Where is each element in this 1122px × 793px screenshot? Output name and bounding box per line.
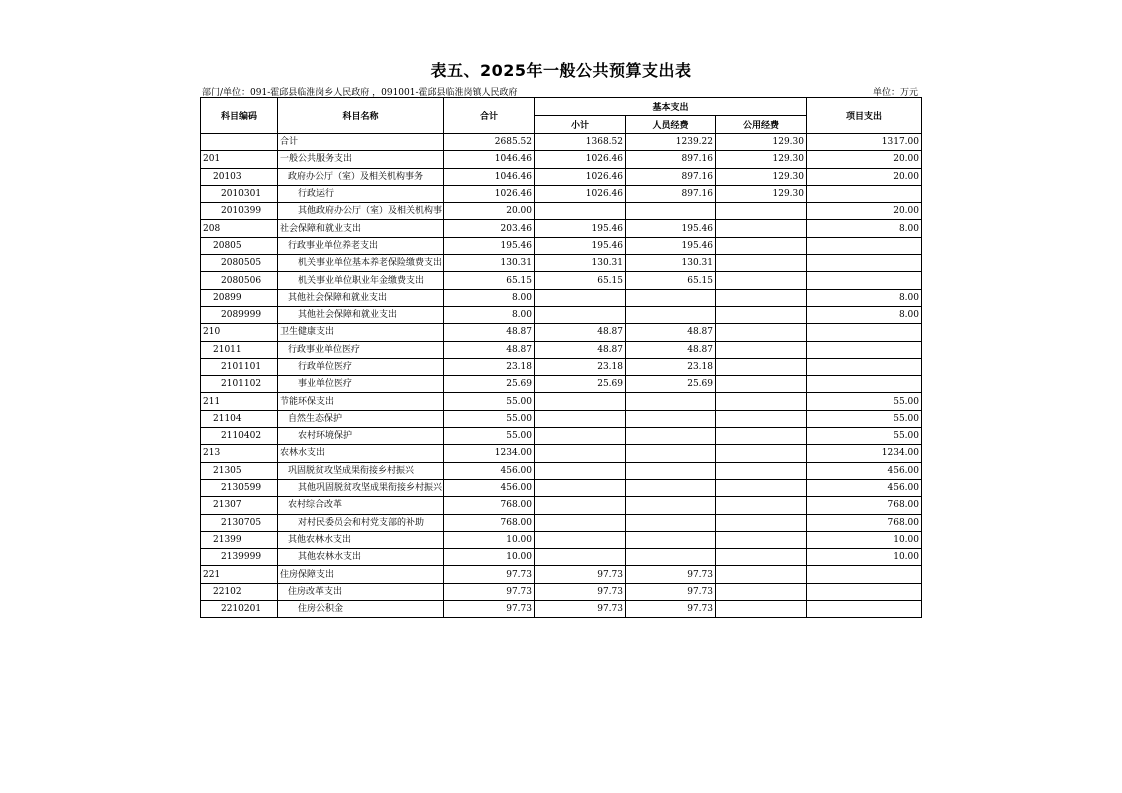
cell-name: 卫生健康支出 — [278, 324, 444, 341]
cell-project: 20.00 — [807, 203, 922, 220]
cell-total: 55.00 — [444, 428, 535, 445]
cell-project: 456.00 — [807, 462, 922, 479]
cell-name: 其他社会保障和就业支出 — [278, 289, 444, 306]
cell-public: 129.30 — [716, 185, 807, 202]
cell-name: 其他农林水支出 — [278, 549, 444, 566]
cell-code: 221 — [201, 566, 278, 583]
header-code: 科目编码 — [201, 98, 278, 134]
cell-name: 行政事业单位养老支出 — [278, 237, 444, 254]
table-row — [201, 462, 922, 479]
cell-personnel — [626, 393, 716, 410]
cell-public — [716, 376, 807, 393]
cell-code: 21011 — [201, 341, 278, 358]
cell-personnel — [626, 531, 716, 548]
cell-public — [716, 428, 807, 445]
cell-project — [807, 237, 922, 254]
table-row — [201, 237, 922, 254]
cell-code: 208 — [201, 220, 278, 237]
header-basic: 基本支出 — [535, 98, 807, 116]
cell-subtotal: 1026.46 — [535, 168, 626, 185]
cell-public — [716, 514, 807, 531]
cell-subtotal — [535, 549, 626, 566]
cell-project — [807, 601, 922, 618]
cell-total: 48.87 — [444, 324, 535, 341]
cell-total: 23.18 — [444, 358, 535, 375]
cell-public: 129.30 — [716, 134, 807, 151]
cell-total: 55.00 — [444, 393, 535, 410]
table-row — [201, 497, 922, 514]
cell-personnel: 97.73 — [626, 566, 716, 583]
cell-subtotal — [535, 428, 626, 445]
cell-code: 22102 — [201, 583, 278, 600]
cell-subtotal — [535, 203, 626, 220]
cell-public — [716, 531, 807, 548]
cell-total: 1046.46 — [444, 168, 535, 185]
cell-name: 行政事业单位医疗 — [278, 341, 444, 358]
header-total: 合计 — [444, 98, 535, 134]
cell-project — [807, 185, 922, 202]
cell-code: 211 — [201, 393, 278, 410]
cell-public — [716, 358, 807, 375]
cell-personnel — [626, 549, 716, 566]
department-label: 部门/单位：091-霍邱县临淮岗乡人民政府 ，091001-霍邱县临淮岗镇人民政府 — [202, 88, 518, 98]
cell-total: 10.00 — [444, 549, 535, 566]
table-row — [201, 151, 922, 168]
cell-code: 2080505 — [201, 255, 278, 272]
cell-project: 55.00 — [807, 410, 922, 427]
cell-code: 2130705 — [201, 514, 278, 531]
cell-personnel: 130.31 — [626, 255, 716, 272]
cell-subtotal: 25.69 — [535, 376, 626, 393]
cell-project: 768.00 — [807, 497, 922, 514]
cell-subtotal — [535, 462, 626, 479]
cell-personnel: 65.15 — [626, 272, 716, 289]
cell-project: 10.00 — [807, 531, 922, 548]
cell-personnel: 1239.22 — [626, 134, 716, 151]
cell-project: 20.00 — [807, 168, 922, 185]
cell-name: 农村环境保护 — [278, 428, 444, 445]
cell-code — [201, 134, 278, 151]
table-row — [201, 220, 922, 237]
cell-code: 2139999 — [201, 549, 278, 566]
cell-name: 其他农林水支出 — [278, 531, 444, 548]
cell-code: 210 — [201, 324, 278, 341]
cell-total: 8.00 — [444, 289, 535, 306]
cell-project — [807, 376, 922, 393]
cell-code: 2101102 — [201, 376, 278, 393]
table-row — [201, 531, 922, 548]
cell-subtotal: 195.46 — [535, 220, 626, 237]
cell-name: 行政运行 — [278, 185, 444, 202]
table-row — [201, 514, 922, 531]
cell-total: 456.00 — [444, 479, 535, 496]
cell-subtotal: 48.87 — [535, 341, 626, 358]
cell-name: 其他巩固脱贫攻坚成果衔接乡村振兴 — [278, 479, 444, 496]
cell-public — [716, 479, 807, 496]
cell-code: 21104 — [201, 410, 278, 427]
table-row — [201, 289, 922, 306]
cell-subtotal: 195.46 — [535, 237, 626, 254]
cell-subtotal — [535, 410, 626, 427]
cell-project — [807, 358, 922, 375]
table-row — [201, 255, 922, 272]
cell-project: 8.00 — [807, 289, 922, 306]
table-row — [201, 601, 922, 618]
cell-personnel — [626, 514, 716, 531]
cell-project — [807, 255, 922, 272]
cell-total: 97.73 — [444, 583, 535, 600]
cell-public — [716, 324, 807, 341]
cell-project: 1317.00 — [807, 134, 922, 151]
cell-name: 自然生态保护 — [278, 410, 444, 427]
cell-total: 55.00 — [444, 410, 535, 427]
cell-project — [807, 272, 922, 289]
cell-code: 2010399 — [201, 203, 278, 220]
cell-name: 巩固脱贫攻坚成果衔接乡村振兴 — [278, 462, 444, 479]
cell-personnel — [626, 410, 716, 427]
cell-public — [716, 583, 807, 600]
cell-subtotal — [535, 497, 626, 514]
cell-project: 20.00 — [807, 151, 922, 168]
table-row — [201, 324, 922, 341]
table-row — [201, 393, 922, 410]
cell-code: 21399 — [201, 531, 278, 548]
cell-name: 农林水支出 — [278, 445, 444, 462]
cell-total: 25.69 — [444, 376, 535, 393]
table-row — [201, 168, 922, 185]
cell-code: 2089999 — [201, 306, 278, 323]
cell-total: 768.00 — [444, 514, 535, 531]
cell-public — [716, 272, 807, 289]
cell-public — [716, 289, 807, 306]
table-row — [201, 376, 922, 393]
cell-personnel — [626, 203, 716, 220]
cell-name: 机关事业单位职业年金缴费支出 — [278, 272, 444, 289]
cell-total: 97.73 — [444, 601, 535, 618]
cell-name: 合计 — [278, 134, 444, 151]
cell-project: 55.00 — [807, 428, 922, 445]
cell-subtotal — [535, 531, 626, 548]
cell-project — [807, 341, 922, 358]
cell-code: 2101101 — [201, 358, 278, 375]
cell-project — [807, 324, 922, 341]
cell-subtotal — [535, 445, 626, 462]
cell-subtotal: 65.15 — [535, 272, 626, 289]
cell-project: 8.00 — [807, 220, 922, 237]
cell-personnel — [626, 497, 716, 514]
cell-personnel: 48.87 — [626, 341, 716, 358]
cell-subtotal: 48.87 — [535, 324, 626, 341]
cell-code: 20805 — [201, 237, 278, 254]
cell-personnel: 195.46 — [626, 237, 716, 254]
budget-table — [200, 97, 922, 618]
cell-code: 2130599 — [201, 479, 278, 496]
table-row — [201, 428, 922, 445]
cell-personnel: 897.16 — [626, 185, 716, 202]
cell-project: 1234.00 — [807, 445, 922, 462]
cell-project: 8.00 — [807, 306, 922, 323]
cell-code: 20103 — [201, 168, 278, 185]
cell-personnel: 897.16 — [626, 168, 716, 185]
cell-total: 48.87 — [444, 341, 535, 358]
table-row — [201, 479, 922, 496]
table-row — [201, 549, 922, 566]
table-row — [201, 203, 922, 220]
cell-public — [716, 410, 807, 427]
table-row — [201, 566, 922, 583]
cell-total: 65.15 — [444, 272, 535, 289]
cell-subtotal — [535, 479, 626, 496]
cell-subtotal: 97.73 — [535, 601, 626, 618]
cell-name: 其他社会保障和就业支出 — [278, 306, 444, 323]
cell-code: 21305 — [201, 462, 278, 479]
cell-public — [716, 462, 807, 479]
cell-personnel — [626, 428, 716, 445]
cell-total: 97.73 — [444, 566, 535, 583]
cell-personnel: 897.16 — [626, 151, 716, 168]
cell-code: 21307 — [201, 497, 278, 514]
cell-project: 456.00 — [807, 479, 922, 496]
cell-project: 55.00 — [807, 393, 922, 410]
cell-personnel: 48.87 — [626, 324, 716, 341]
cell-name: 一般公共服务支出 — [278, 151, 444, 168]
cell-name: 住房保障支出 — [278, 566, 444, 583]
cell-subtotal: 1368.52 — [535, 134, 626, 151]
cell-code: 2110402 — [201, 428, 278, 445]
table-row — [201, 583, 922, 600]
table-row — [201, 341, 922, 358]
cell-name: 对村民委员会和村党支部的补助 — [278, 514, 444, 531]
table-row — [201, 410, 922, 427]
cell-name: 行政单位医疗 — [278, 358, 444, 375]
header-public: 公用经费 — [716, 116, 807, 134]
cell-name: 其他政府办公厅（室）及相关机构事 — [278, 203, 444, 220]
cell-code: 2210201 — [201, 601, 278, 618]
cell-total: 130.31 — [444, 255, 535, 272]
cell-personnel — [626, 289, 716, 306]
cell-project: 10.00 — [807, 549, 922, 566]
cell-name: 农村综合改革 — [278, 497, 444, 514]
cell-total: 1026.46 — [444, 185, 535, 202]
cell-name: 社会保障和就业支出 — [278, 220, 444, 237]
unit-label: 单位：万元 — [872, 88, 918, 98]
cell-public — [716, 220, 807, 237]
cell-total: 1046.46 — [444, 151, 535, 168]
cell-code: 201 — [201, 151, 278, 168]
cell-subtotal: 23.18 — [535, 358, 626, 375]
header-name: 科目名称 — [278, 98, 444, 134]
cell-total: 456.00 — [444, 462, 535, 479]
table-row — [201, 185, 922, 202]
cell-name: 住房公积金 — [278, 601, 444, 618]
cell-public: 129.30 — [716, 151, 807, 168]
cell-project — [807, 566, 922, 583]
table-header — [201, 98, 922, 134]
cell-name: 机关事业单位基本养老保险缴费支出 — [278, 255, 444, 272]
cell-total: 20.00 — [444, 203, 535, 220]
cell-subtotal — [535, 514, 626, 531]
cell-public — [716, 445, 807, 462]
header-project: 项目支出 — [807, 98, 922, 134]
cell-code: 213 — [201, 445, 278, 462]
header-subtotal: 小计 — [535, 116, 626, 134]
cell-public — [716, 255, 807, 272]
cell-public — [716, 393, 807, 410]
cell-code: 2080506 — [201, 272, 278, 289]
cell-total: 768.00 — [444, 497, 535, 514]
cell-public — [716, 237, 807, 254]
table-row — [201, 306, 922, 323]
cell-project: 768.00 — [807, 514, 922, 531]
cell-personnel — [626, 306, 716, 323]
cell-personnel — [626, 462, 716, 479]
cell-public — [716, 549, 807, 566]
cell-total: 1234.00 — [444, 445, 535, 462]
page-title: 表五、2025年一般公共预算支出表 — [430, 61, 692, 80]
cell-name: 住房改革支出 — [278, 583, 444, 600]
table-row — [201, 358, 922, 375]
cell-subtotal: 130.31 — [535, 255, 626, 272]
table-body — [201, 134, 922, 618]
cell-subtotal: 1026.46 — [535, 185, 626, 202]
cell-total: 8.00 — [444, 306, 535, 323]
cell-personnel: 23.18 — [626, 358, 716, 375]
cell-subtotal: 97.73 — [535, 583, 626, 600]
cell-subtotal: 1026.46 — [535, 151, 626, 168]
table-row — [201, 134, 922, 151]
cell-project — [807, 583, 922, 600]
cell-total: 2685.52 — [444, 134, 535, 151]
cell-personnel: 97.73 — [626, 583, 716, 600]
cell-name: 政府办公厅（室）及相关机构事务 — [278, 168, 444, 185]
cell-total: 195.46 — [444, 237, 535, 254]
cell-public — [716, 497, 807, 514]
table-row — [201, 272, 922, 289]
cell-public — [716, 306, 807, 323]
cell-personnel: 195.46 — [626, 220, 716, 237]
cell-personnel: 97.73 — [626, 601, 716, 618]
cell-subtotal — [535, 393, 626, 410]
cell-public — [716, 601, 807, 618]
table-row — [201, 445, 922, 462]
cell-total: 10.00 — [444, 531, 535, 548]
cell-personnel: 25.69 — [626, 376, 716, 393]
cell-subtotal: 97.73 — [535, 566, 626, 583]
cell-public: 129.30 — [716, 168, 807, 185]
cell-code: 20899 — [201, 289, 278, 306]
header-personnel: 人员经费 — [626, 116, 716, 134]
cell-code: 2010301 — [201, 185, 278, 202]
cell-name: 节能环保支出 — [278, 393, 444, 410]
cell-public — [716, 203, 807, 220]
cell-public — [716, 341, 807, 358]
cell-personnel — [626, 479, 716, 496]
cell-name: 事业单位医疗 — [278, 376, 444, 393]
cell-personnel — [626, 445, 716, 462]
cell-total: 203.46 — [444, 220, 535, 237]
cell-public — [716, 566, 807, 583]
cell-subtotal — [535, 306, 626, 323]
cell-subtotal — [535, 289, 626, 306]
